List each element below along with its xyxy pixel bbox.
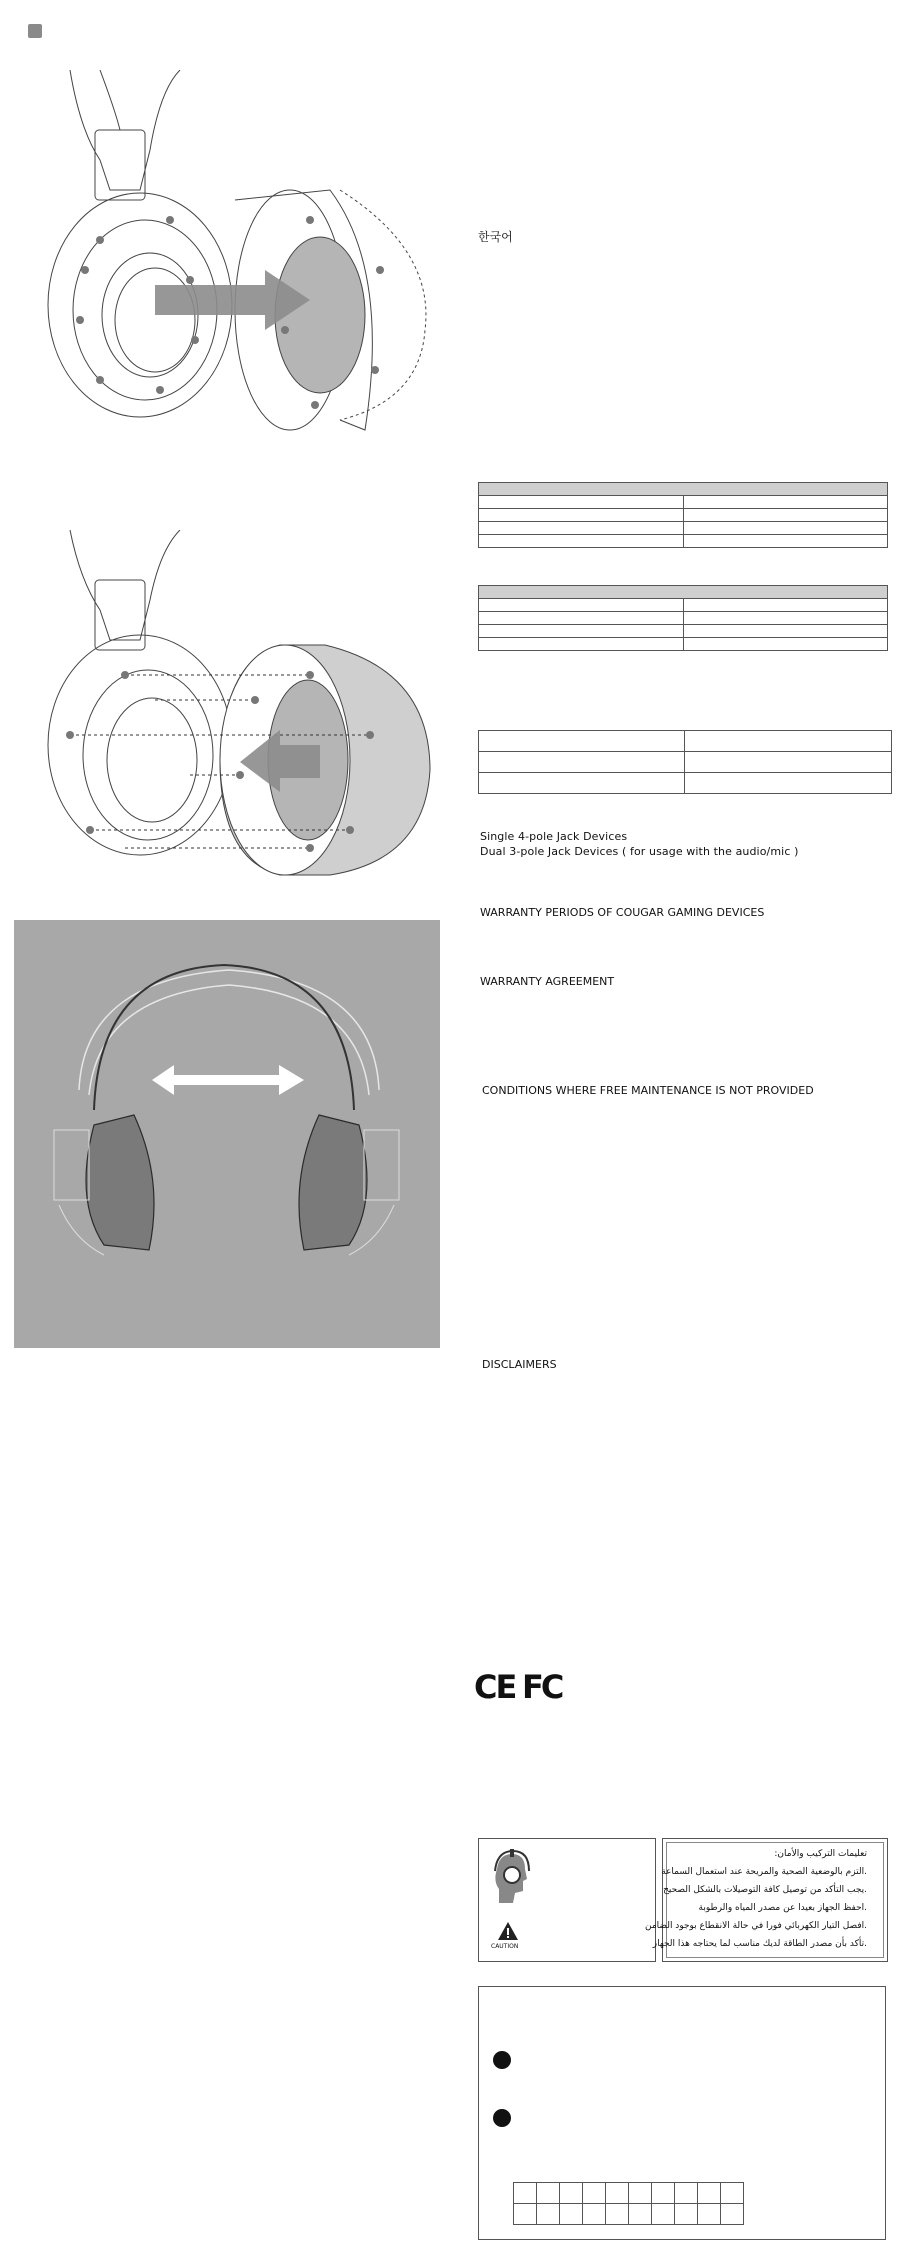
compat-line-2: Dual 3-pole Jack Devices ( for usage with the audio/mic ) <box>480 845 799 858</box>
ce-mark: CE <box>474 1668 516 1706</box>
headband-adjust-panel <box>14 920 440 1348</box>
arabic-instructions-box <box>644 1838 888 1962</box>
table-row <box>479 612 888 625</box>
conditions-heading: CONDITIONS WHERE FREE MAINTENANCE IS NOT PROVIDED <box>482 1084 814 1097</box>
spec-table-3 <box>478 730 892 794</box>
language-label: 한국어 <box>478 230 513 244</box>
table-row <box>514 2204 744 2225</box>
bullet-dot-2 <box>493 2109 511 2127</box>
table-row <box>479 625 888 638</box>
table-row <box>479 731 892 752</box>
bottom-info-box <box>478 1986 886 2240</box>
head-headset-icon <box>487 1849 537 1909</box>
spec-table-2-header <box>479 586 888 599</box>
caution-label: CAUTION <box>491 1943 519 1950</box>
spec-table-1 <box>478 482 888 548</box>
table-row <box>479 522 888 535</box>
earcup-attach-illustration <box>40 530 440 890</box>
warranty-agreement-heading: WARRANTY AGREEMENT <box>480 975 615 988</box>
table-row <box>479 638 888 651</box>
arabic-line: .يجب التأكد من توصيل كافة التوصيلات بالشكل الصحيح <box>663 1885 867 1895</box>
disclaimers-heading: DISCLAIMERS <box>482 1358 557 1371</box>
fcc-mark: FC <box>522 1668 562 1706</box>
spec-table-1-header <box>479 483 888 496</box>
table-row <box>479 509 888 522</box>
arabic-line: .تأكد بأن مصدر الطاقة لديك مناسب لما يحتاجه هذا الجهاز <box>652 1939 867 1949</box>
warranty-periods-heading: WARRANTY PERIODS OF COUGAR GAMING DEVICES <box>480 906 765 919</box>
table-row <box>479 535 888 548</box>
corner-mark <box>28 24 42 38</box>
compat-line-1: Single 4-pole Jack Devices <box>480 830 628 843</box>
arabic-line: .احفظ الجهاز بعيدا عن مصدر المياه والرطوبة <box>698 1903 867 1913</box>
table-row <box>479 752 892 773</box>
table-row <box>514 2183 744 2204</box>
spec-table-2 <box>478 585 888 651</box>
table-row <box>479 599 888 612</box>
code-grid <box>513 2182 744 2225</box>
caution-box <box>478 1838 656 1962</box>
earcup-removal-illustration <box>40 70 440 440</box>
warning-icon <box>497 1921 519 1941</box>
arabic-line: .افصل التيار الكهربائي فورا في حالة الانقطاع بوجود الضامن <box>644 1921 867 1931</box>
arabic-line: تعليمات التركيب والأمان: <box>774 1849 867 1859</box>
arabic-line: .التزم بالوضعية الصحية والمريحة عند استعمال السماعة <box>661 1867 867 1877</box>
table-row <box>479 496 888 509</box>
bullet-dot-1 <box>493 2051 511 2069</box>
table-row <box>479 773 892 794</box>
headset-illustration <box>14 920 440 1348</box>
